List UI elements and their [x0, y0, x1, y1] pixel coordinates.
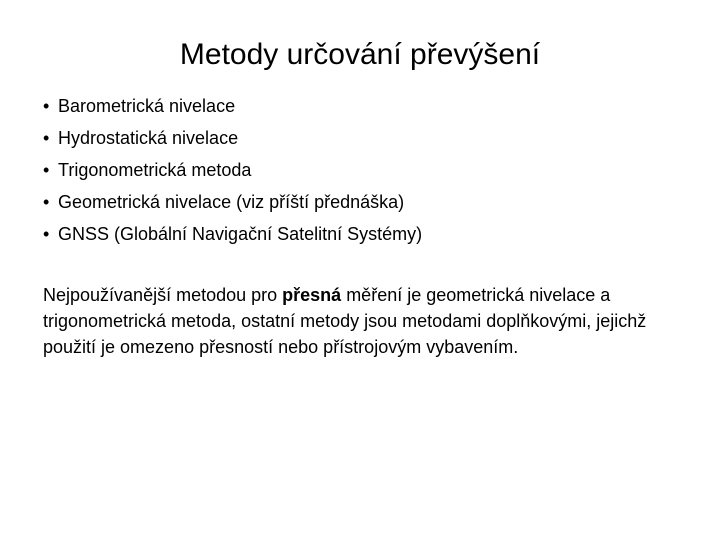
bullet-item-gnss: [43, 218, 683, 250]
paragraph-text-after: měření je geometrická nivelace a trigonometrická metoda, ostatní metody jsou metodami doplňkovými, jejichž použití je omezeno přesností nebo přístrojovým vybavením.: [43, 285, 647, 357]
slide-title: Metody určování převýšení: [179, 38, 541, 71]
bullet-text: Geometrická nivelace (viz příští přednáška): [58, 192, 405, 212]
paragraph-emphasis: přesná: [282, 285, 342, 305]
bullet-item-trigonometric: [43, 154, 683, 186]
bullet-item-geometric: [43, 186, 683, 218]
bullet-text: GNSS (Globální Navigační Satelitní Systémy): [58, 224, 423, 244]
paragraph-text-before: Nejpoužívanější metodou pro: [43, 285, 283, 305]
bullet-icon: •: [43, 96, 50, 116]
bullet-item-hydrostatic: [43, 122, 683, 154]
bullet-list: [43, 90, 683, 250]
bullet-text: Hydrostatická nivelace: [58, 128, 239, 148]
bullet-icon: •: [43, 224, 50, 244]
bullet-item-barometric: [43, 90, 683, 122]
bullet-icon: •: [43, 192, 50, 212]
bullet-text: Barometrická nivelace: [58, 96, 236, 116]
bullet-text: Trigonometrická metoda: [58, 160, 252, 180]
summary-paragraph: [43, 282, 693, 360]
bullet-icon: •: [43, 160, 50, 180]
bullet-icon: •: [43, 128, 50, 148]
